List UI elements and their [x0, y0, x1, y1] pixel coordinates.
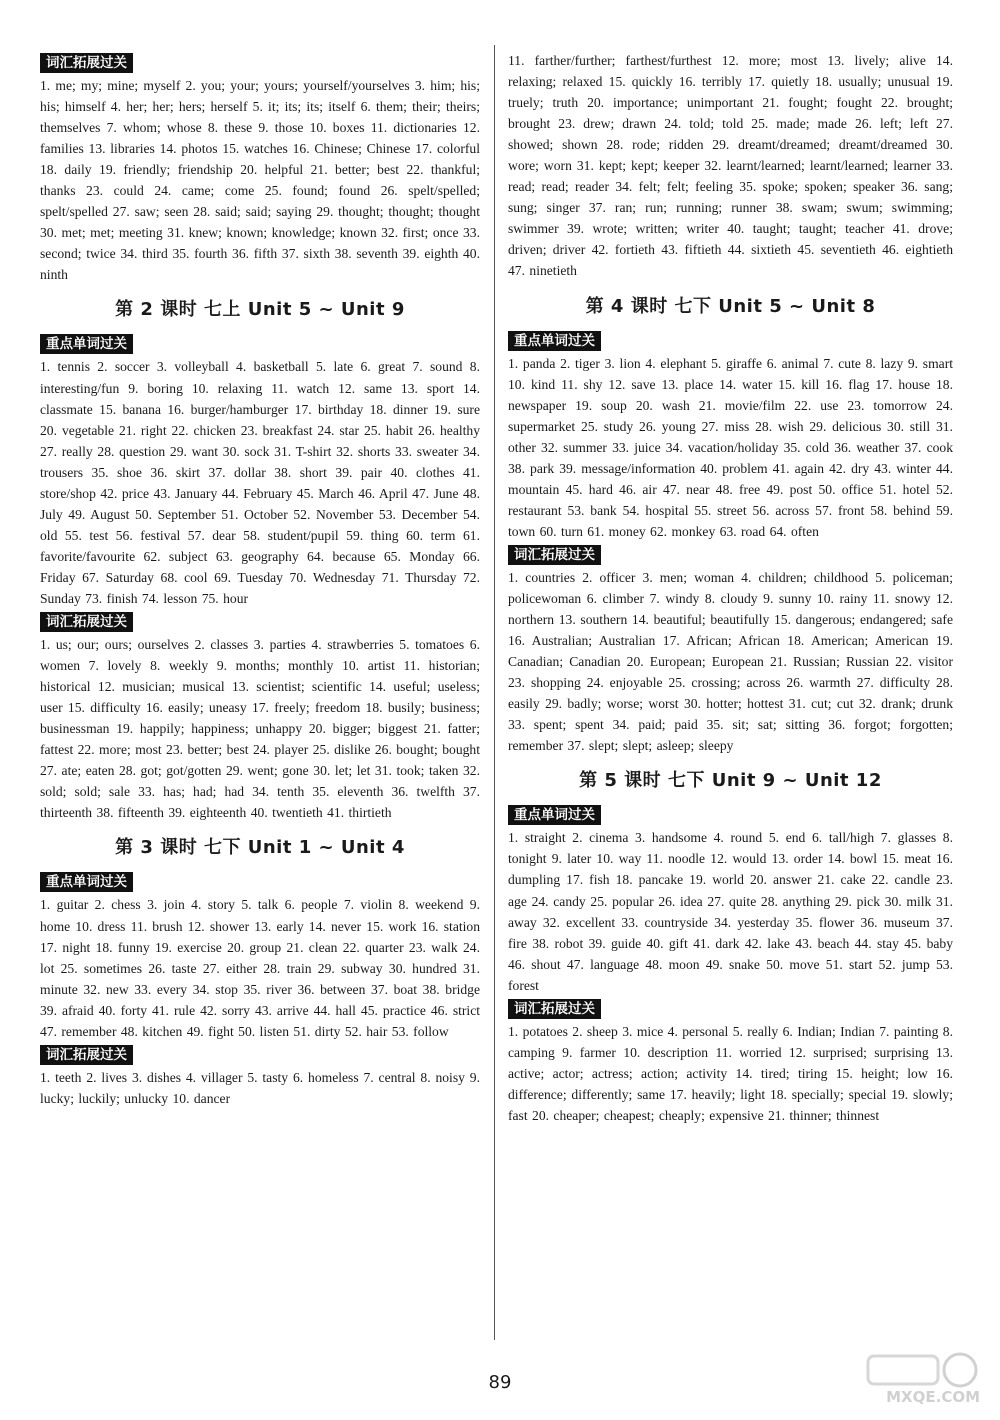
- answer-paragraph: 1. potatoes 2. sheep 3. mice 4. personal 5. really 6. Indian; Indian 7. painting 8. camping 9. farmer 10. description 11. worried 12. surprised; surprising 13. active; actor; actress; action; activity 14. tired; tiring 15. height; low 16. difference; differently; same 17. heavily; light 18. specially; special 19. slowly; fast 20. cheaper; cheapest; cheaply; expensive 21. thinner; thinnest: [508, 1023, 953, 1123]
- answer-paragraph: 1. us; our; ours; ourselves 2. classes 3. parties 4. strawberries 5. tomatoes 6. women 7. lovely 8. weekly 9. months; monthly 10. artist 11. historian; historical 12. musician; musical 13. scientist; scientific 14. useful; useless; user 15. difficulty 16. easily; uneasy 17. freely; freedom 18. busily; business; businessman 19. happily; happiness; unhappy 20. bigger; biggest 21. fatter; fattest 22. more; most 23. better; best 24. player 25. dislike 26. bought; bought 27. ate; eaten 28. got; got/gotten 29. went; gone 30. let; let 31. took; taken 32. sold; sold; sale 33. has; had; had 34. tenth 35. eleventh 36. twelfth 37. thirteenth 38. fifteenth 39. eighteenth 40. twentieth 41. thirtieth: [40, 637, 480, 821]
- answer-paragraph: 1. tennis 2. soccer 3. volleyball 4. basketball 5. late 6. great 7. sound 8. interesting/fun 9. boring 10. relaxing 11. watch 12. same 13. sport 14. classmate 15. banana 16. burger/hamburger 17. birthday 18. dinner 19. sure 20. vegetable 21. right 22. chicken 23. breakfast 24. star 25. habit 26. healthy 27. really 28. question 29. want 30. sock 31. T-shirt 32. shorts 33. sweater 34. trousers 35. shoe 36. skirt 37. dollar 38. short 39. pair 40. clothes 41. store/shop 42. price 43. January 44. February 45. March 46. April 47. June 48. July 49. August 50. September 51. October 52. November 53. December 54. old 55. test 56. festival 57. dear 58. student/pupil 59. thing 60. term 61. favorite/favourite 62. subject 63. geography 64. because 65. Monday 66. Friday 67. Saturday 68. cool 69. Tuesday 70. Wednesday 71. Thursday 72. Sunday 73. finish 74. lesson 75. hour: [40, 359, 480, 606]
- watermark-text: MXQE.COM: [886, 1388, 980, 1406]
- section-tag: 重点单词过关: [40, 334, 133, 354]
- section-tag: 重点单词过关: [508, 805, 601, 825]
- page-number: 89: [488, 1372, 512, 1393]
- section-tag: 词汇拓展过关: [40, 53, 133, 73]
- section-tag: 词汇拓展过关: [40, 612, 133, 632]
- answer-paragraph: 1. guitar 2. chess 3. join 4. story 5. talk 6. people 7. violin 8. weekend 9. home 10. dress 11. brush 12. shower 13. early 14. never 15. work 16. station 17. night 18. funny 19. exercise 20. group 21. clean 22. quarter 23. walk 24. lot 25. sometimes 26. taste 27. either 28. train 29. subway 30. hundred 31. minute 32. new 33. every 34. stop 35. river 36. between 37. boat 38. bridge 39. afraid 40. forty 41. rule 42. sorry 43. arrive 44. hall 45. practice 46. strict 47. remember 48. kitchen 49. fight 50. listen 51. dirty 52. hair 53. follow: [40, 897, 480, 1039]
- lesson-heading: 第 2 课时 七上 Unit 5 ~ Unit 9: [115, 299, 405, 321]
- lesson-heading: 第 3 课时 七下 Unit 1 ~ Unit 4: [115, 837, 405, 859]
- section-tag: 重点单词过关: [40, 872, 133, 892]
- section-tag: 重点单词过关: [508, 331, 601, 351]
- lesson-heading: 第 5 课时 七下 Unit 9 ~ Unit 12: [579, 770, 882, 792]
- answer-paragraph: 1. countries 2. officer 3. men; woman 4. children; childhood 5. policeman; policewoman 6. climber 7. windy 8. cloudy 9. sunny 10. rainy 11. snowy 12. northern 13. southern 14. beautiful; beautifully 15. dangerous; endangered; safe 16. Australian; Australian 17. African; African 18. American; American 19. Canadian; Canadian 20. European; European 21. Russian; Russian 22. visitor 23. shopping 24. enjoyable 25. crossing; across 26. warmth 27. difficulty 28. easily 29. badly; worse; worst 30. hotter; hottest 31. cut; cut 32. drank; drunk 33. spent; spent 34. paid; paid 35. sit; sat; sitting 36. forgot; forgotten; remember 37. slept; slept; asleep; sleepy: [508, 569, 953, 754]
- answer-paragraph: 1. straight 2. cinema 3. handsome 4. round 5. end 6. tall/high 7. glasses 8. tonight 9. later 10. way 11. noodle 12. would 13. order 14. bowl 15. meat 16. dumpling 17. fish 18. pancake 19. world 20. answer 21. cake 22. candle 23. age 24. candy 25. popular 26. idea 27. quite 28. anything 29. pick 30. milk 31. away 32. excellent 33. countryside 34. yesterday 35. flower 36. museum 37. fire 38. robot 39. guide 40. gift 41. dark 42. lake 43. beach 44. stay 45. baby 46. shout 47. language 48. moon 49. snake 50. move 51. start 52. jump 53. forest: [508, 830, 953, 993]
- column-divider: [494, 45, 495, 1340]
- answer-paragraph: 1. teeth 2. lives 3. dishes 4. villager 5. tasty 6. homeless 7. central 8. noisy 9. lucky; luckily; unlucky 10. dancer: [40, 1069, 480, 1106]
- answer-paragraph: 11. farther/further; farthest/furthest 12. more; most 13. lively; alive 14. relaxing; relaxed 15. quickly 16. terribly 17. quietly 18. usually; unusual 19. truely; truth 20. importance; unimportant 21. fought; fought 22. brought; brought 23. drew; drawn 24. told; told 25. made; made 26. left; left 27. showed; shown 28. rode; ridden 29. dreamt/dreamed; dreamt/dreamed 30. wore; worn 31. kept; kept; keeper 32. learnt/learned; learnt/learned; learner 33. read; read; reader 34. felt; felt; feeling 35. spoke; spoken; speaker 36. sang; sung; singer 37. ran; run; running; runner 38. swam; swum; swimming; swimmer 39. wrote; written; writer 40. taught; taught; teacher 41. drove; driven; driver 42. fortieth 43. fiftieth 44. sixtieth 45. seventieth 46. eightieth 47. ninetieth: [508, 53, 953, 279]
- watermark-logo: [848, 1348, 988, 1408]
- answer-paragraph: 1. me; my; mine; myself 2. you; your; yours; yourself/yourselves 3. him; his; his; himself 4. her; her; hers; herself 5. it; its; its; itself 6. them; their; theirs; themselves 7. whom; whose 8. these 9. those 10. boxes 11. dictionaries 12. families 13. libraries 14. photos 15. watches 16. Chinese; Chinese 17. colorful 18. daily 19. friendly; friendship 20. helpful 21. better; best 22. thankful; thanks 23. could 24. came; come 25. found; found 26. spelt/spelled; spelt/spelled 27. saw; seen 28. said; said; saying 29. thought; thought; thought 30. met; met; meeting 31. knew; known; knowledge; known 32. first; once 33. second; twice 34. third 35. fourth 36. fifth 37. sixth 38. seventh 39. eighth 40. ninth: [40, 78, 480, 283]
- section-tag: 词汇拓展过关: [40, 1045, 133, 1065]
- answer-paragraph: 1. panda 2. tiger 3. lion 4. elephant 5. giraffe 6. animal 7. cute 8. lazy 9. smart 10. kind 11. shy 12. save 13. place 14. water 15. kill 16. flag 17. house 18. newspaper 19. soup 20. wash 21. movie/film 22. use 23. tomorrow 24. supermarket 25. study 26. young 27. miss 28. wish 29. delicious 30. still 31. other 32. summer 33. juice 34. vacation/holiday 35. cold 36. weather 37. cook 38. park 39. message/information 40. problem 41. again 42. dry 43. winter 44. mountain 45. hard 46. air 47. near 48. free 49. post 50. office 51. hotel 52. restaurant 53. bank 54. hospital 55. street 56. across 57. front 58. behind 59. town 60. turn 61. money 62. monkey 63. road 64. often: [508, 355, 953, 539]
- right-column: [508, 50, 953, 1126]
- lesson-heading: 第 4 课时 七下 Unit 5 ~ Unit 8: [585, 295, 876, 317]
- section-tag: 词汇拓展过关: [508, 999, 601, 1019]
- left-column: [40, 50, 480, 1109]
- section-tag: 词汇拓展过关: [508, 545, 601, 565]
